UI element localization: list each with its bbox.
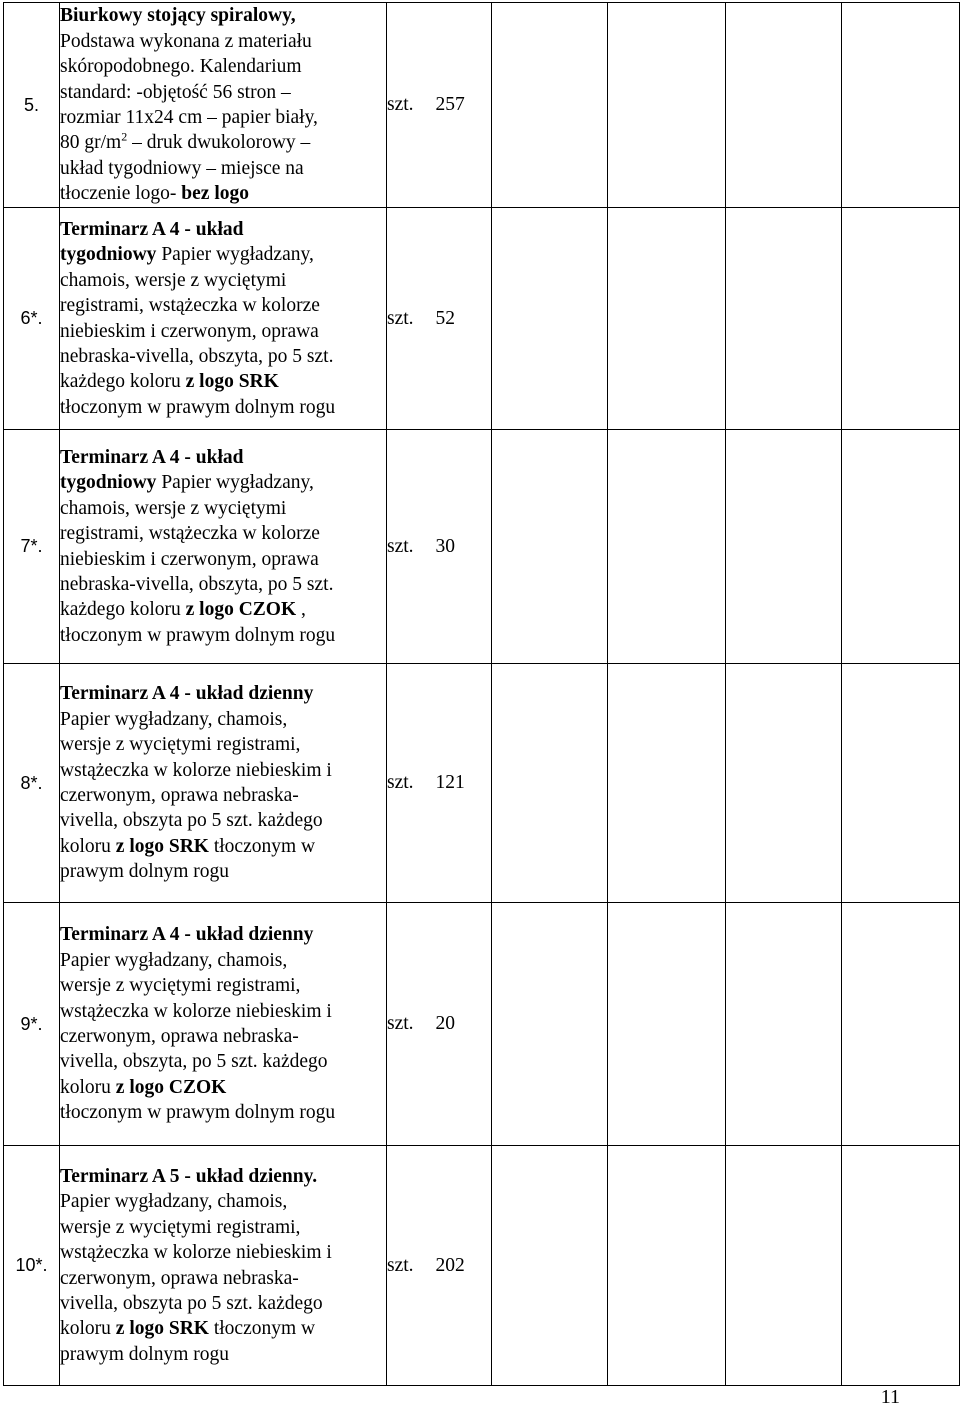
item-number: 6*. [4,208,60,430]
empty-cell [492,3,608,208]
table-row [4,208,960,430]
text-segment: tłoczenie logo- [60,183,182,205]
text-segment: niebieskim i czerwonym, oprawa [60,548,319,570]
description-line [60,597,386,622]
text-segment: wersje z wyciętymi registrami, [60,975,301,997]
description-line [60,547,386,572]
description-line [60,80,386,105]
empty-cell [492,664,608,903]
description-line [60,948,386,973]
description-line [60,1164,386,1189]
table-row [4,3,960,208]
text-segment: czerwonym, oprawa nebraska- [60,1267,299,1289]
text-segment: – druk dwukolorowy – [127,132,311,154]
text-segment: vivella, obszyta, po 5 szt. każdego [60,1051,328,1073]
text-segment: standard: -objętość 56 stron – [60,81,291,103]
item-number: 8*. [4,664,60,903]
description-line [60,1075,386,1100]
description-line [60,1049,386,1074]
description-line [60,470,386,495]
text-segment: wersje z wyciętymi registrami, [60,734,301,756]
text-segment: koloru [60,835,116,857]
description-line [60,1240,386,1265]
description-line [60,1266,386,1291]
text-segment: tłoczonym w prawym dolnym rogu [60,1102,336,1124]
quantity-value: 20 [435,1013,456,1034]
description-line [60,344,386,369]
description-line [60,1215,386,1240]
text-segment: każdego koloru [60,371,186,393]
description-line [60,1291,386,1316]
item-number: 7*. [4,430,60,664]
bold-text: Terminarz A 4 - układ dzienny [60,683,314,705]
empty-cell [842,903,960,1146]
description-line [60,1024,386,1049]
text-segment: tłoczonym w prawym dolnym rogu [60,396,336,418]
text-segment: koloru [60,1318,116,1340]
description-line [60,707,386,732]
item-description [60,430,387,664]
description-line [60,922,386,947]
description-line [60,3,386,28]
empty-cell [726,208,842,430]
text-segment: registrami, wstążeczka w kolorze [60,295,320,317]
text-segment: chamois, wersje z wyciętymi [60,269,287,291]
description-line [60,999,386,1024]
item-number: 10*. [4,1146,60,1386]
bold-text: z logo SRK [115,1318,209,1340]
empty-cell [608,3,726,208]
description-line [60,369,386,394]
description-line [60,1316,386,1341]
text-segment: prawym dolnym rogu [60,1343,229,1365]
text-segment: nebraska-vivella, obszyta, po 5 szt. [60,573,334,595]
bold-text: bez logo [181,183,249,205]
bold-text: z logo SRK [115,835,209,857]
description-line [60,681,386,706]
description-line [60,29,386,54]
item-description [60,664,387,903]
text-segment: czerwonym, oprawa nebraska- [60,1026,299,1047]
text-segment: vivella, obszyta po 5 szt. każdego [60,1292,323,1314]
unit-quantity-cell [387,903,492,1146]
empty-cell [842,664,960,903]
description-line [60,319,386,344]
table-row [4,1146,960,1386]
empty-cell [726,903,842,1146]
empty-cell [492,208,608,430]
text-segment: koloru [60,1076,116,1098]
description-line [60,181,386,206]
text-segment: prawym dolnym rogu [60,861,229,883]
bold-text: tygodniowy [60,472,157,494]
unit-label: szt. [387,1254,414,1276]
description-line [60,783,386,808]
bold-text: Terminarz A 4 - układ [60,218,244,240]
text-segment: Papier wygładzany, [156,472,314,494]
description-line [60,293,386,318]
table-row [4,903,960,1146]
description-line [60,808,386,833]
description-line [60,395,386,420]
quantity-value: 30 [435,535,456,557]
empty-cell [726,430,842,664]
bold-text: tygodniowy [60,244,157,266]
empty-cell [608,1146,726,1386]
text-segment: wstążeczka w kolorze niebieskim i [60,1000,332,1022]
bold-text: Terminarz A 5 - układ dzienny. [60,1165,318,1187]
description-line [60,1342,386,1367]
unit-quantity-cell [387,3,492,208]
quantity-value: 202 [435,1254,465,1276]
description-line [60,445,386,470]
description-line [60,105,386,130]
quantity-value: 257 [435,94,465,115]
text-segment: skóropodobnego. Kalendarium [60,56,302,78]
description-line [60,217,386,242]
unit-quantity-cell [387,664,492,903]
unit-label: szt. [387,1013,414,1034]
text-segment: Papier wygładzany, chamois, [60,949,288,971]
item-number: 5. [4,3,60,208]
text-segment: wstążeczka w kolorze niebieskim i [60,1242,332,1264]
bold-text: z logo CZOK [185,599,297,621]
empty-cell [842,3,960,208]
description-line [60,130,386,155]
empty-cell [726,1146,842,1386]
description-line [60,268,386,293]
item-number: 9*. [4,903,60,1146]
empty-cell [842,208,960,430]
quantity-value: 121 [435,772,465,793]
description-line [60,732,386,757]
unit-label: szt. [387,307,414,329]
text-segment: chamois, wersje z wyciętymi [60,497,287,519]
text-segment: układ tygodniowy – miejsce na [60,157,304,179]
text-segment: , [296,599,306,621]
text-segment: wersje z wyciętymi registrami, [60,1216,301,1238]
bold-text: Terminarz A 4 - układ [60,446,244,468]
description-line [60,54,386,79]
description-line [60,156,386,181]
text-segment: Papier wygładzany, chamois, [60,1191,288,1213]
description-line [60,859,386,884]
empty-cell [492,903,608,1146]
text-segment: niebieskim i czerwonym, oprawa [60,320,319,342]
unit-quantity-cell [387,430,492,664]
table-row [4,430,960,664]
empty-cell [842,1146,960,1386]
description-line [60,1100,386,1125]
superscript: 2 [121,129,128,144]
text-segment: 80 gr/m [60,132,122,154]
unit-quantity-cell [387,208,492,430]
description-line [60,496,386,521]
empty-cell [726,664,842,903]
text-segment: rozmiar 11x24 cm – papier biały, [60,107,318,128]
bold-text: z logo CZOK [115,1076,227,1098]
text-segment: Papier wygładzany, [156,244,314,266]
empty-cell [842,430,960,664]
empty-cell [608,903,726,1146]
text-segment: Podstawa wykonana z materiału [60,30,312,52]
text-segment: nebraska-vivella, obszyta, po 5 szt. [60,345,334,367]
description-line [60,973,386,998]
text-segment: wstążeczka w kolorze niebieskim i [60,759,332,781]
description-line [60,521,386,546]
description-line [60,834,386,859]
empty-cell [492,1146,608,1386]
item-description [60,903,387,1146]
unit-label: szt. [387,94,414,115]
unit-quantity-cell [387,1146,492,1386]
description-line [60,572,386,597]
description-line [60,623,386,648]
empty-cell [608,664,726,903]
unit-label: szt. [387,772,414,793]
text-segment: Papier wygładzany, chamois, [60,708,288,730]
description-line [60,1189,386,1214]
empty-cell [608,430,726,664]
bold-text: Biurkowy stojący spiralowy, [60,5,296,27]
text-segment: czerwonym, oprawa nebraska- [60,785,299,806]
text-segment: każdego koloru [60,599,186,621]
unit-label: szt. [387,535,414,557]
text-segment: tłoczonym w prawym dolnym rogu [60,624,336,646]
page-number: 11 [880,1386,900,1408]
bold-text: z logo SRK [185,371,279,393]
empty-cell [492,430,608,664]
description-line [60,242,386,267]
item-description [60,1146,387,1386]
table-row [4,664,960,903]
description-line [60,758,386,783]
quantity-value: 52 [435,307,456,329]
order-items-table [3,2,960,1386]
item-description [60,208,387,430]
text-segment: registrami, wstążeczka w kolorze [60,523,320,545]
empty-cell [726,3,842,208]
text-segment: vivella, obszyta po 5 szt. każdego [60,810,323,832]
empty-cell [608,208,726,430]
text-segment: tłoczonym w [208,835,316,857]
item-description [60,3,387,208]
bold-text: Terminarz A 4 - układ dzienny [60,924,314,946]
text-segment: tłoczonym w [208,1318,316,1340]
